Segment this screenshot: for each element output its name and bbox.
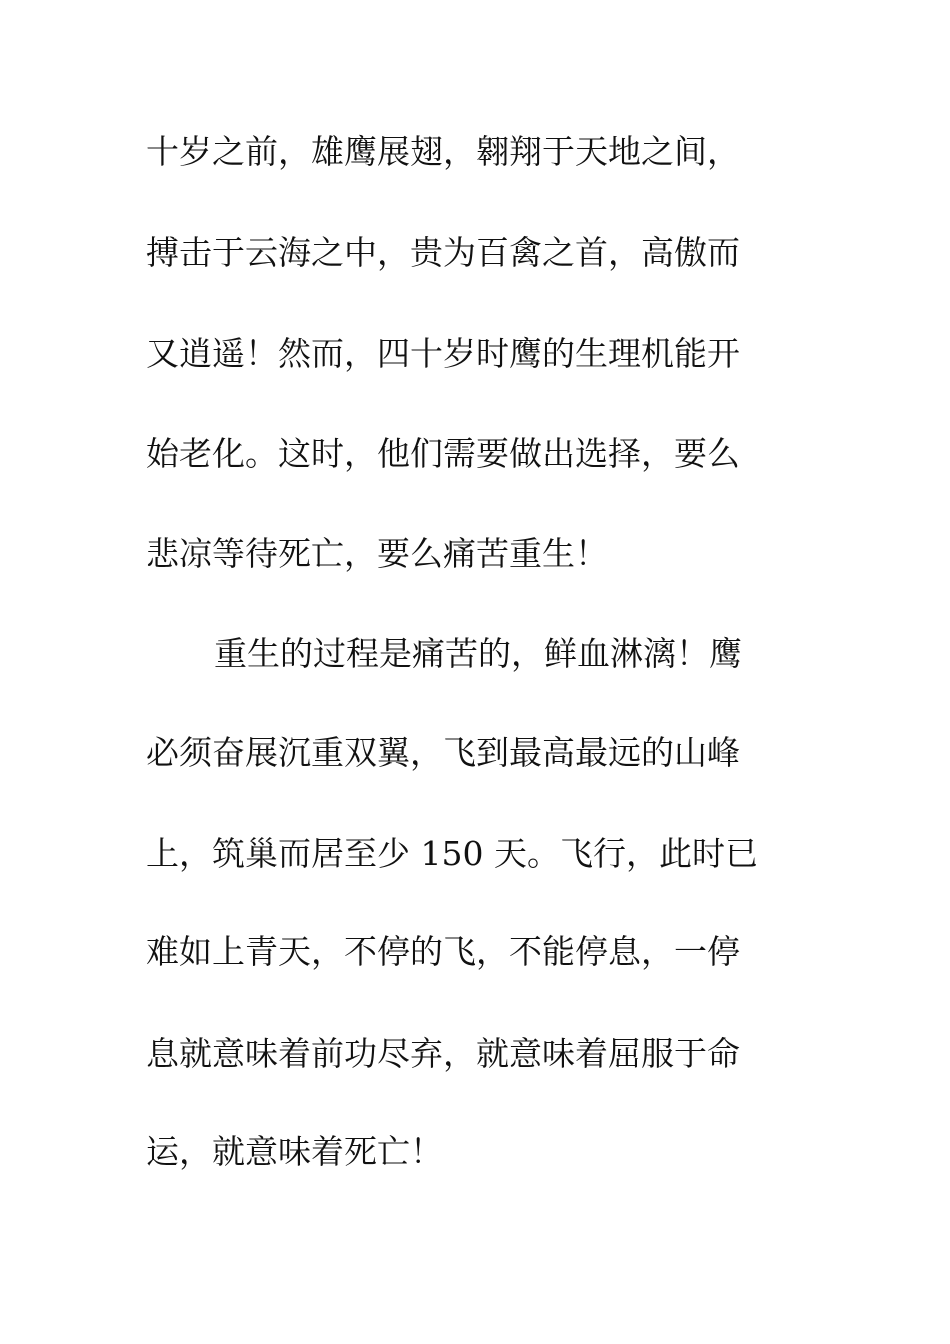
text-line: 十岁之前，雄鹰展翅，翱翔于天地之间， bbox=[146, 132, 740, 171]
text-line: 始老化。这时，他们需要做出选择，要么 bbox=[146, 434, 740, 473]
text-line: 重生的过程是痛苦的，鲜血淋漓！鹰 bbox=[214, 634, 742, 673]
text-line: 搏击于云海之中，贵为百禽之首，高傲而 bbox=[146, 233, 740, 272]
text-line: 悲凉等待死亡，要么痛苦重生！ bbox=[146, 534, 608, 573]
text-line: 上，筑巢而居至少 150 天。飞行，此时已 bbox=[146, 834, 758, 873]
text-line: 息就意味着前功尽弃，就意味着屈服于命 bbox=[146, 1034, 740, 1073]
text-line: 运，就意味着死亡！ bbox=[146, 1132, 443, 1171]
text-line: 难如上青天，不停的飞，不能停息，一停 bbox=[146, 932, 740, 971]
text-line: 又逍遥！然而，四十岁时鹰的生理机能开 bbox=[146, 334, 740, 373]
text-line: 必须奋展沉重双翼，飞到最高最远的山峰 bbox=[146, 733, 740, 772]
